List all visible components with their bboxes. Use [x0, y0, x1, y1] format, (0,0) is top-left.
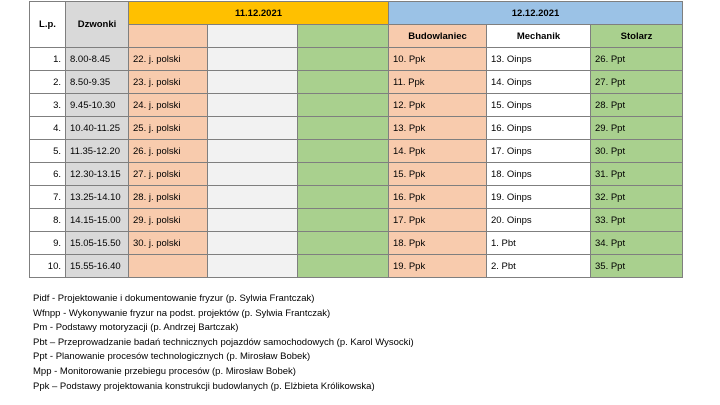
day1-subject: 29. j. polski: [129, 209, 208, 232]
stolarz-subject: 32. Ppt: [591, 186, 683, 209]
budowlaniec-subject: 13. Ppk: [389, 117, 487, 140]
header-blank-orange: [129, 25, 208, 48]
row-number: 7.: [30, 186, 66, 209]
row-number: 4.: [30, 117, 66, 140]
table-row: [30, 94, 683, 117]
header-stolarz: Stolarz: [591, 25, 683, 48]
day1-empty: [208, 255, 298, 278]
row-number: 3.: [30, 94, 66, 117]
day1-subject: 27. j. polski: [129, 163, 208, 186]
day1-subject: 26. j. polski: [129, 140, 208, 163]
row-number: 8.: [30, 209, 66, 232]
table-row: [30, 209, 683, 232]
day1-subject: 25. j. polski: [129, 117, 208, 140]
table-row: [30, 163, 683, 186]
header-dzwonki: Dzwonki: [66, 2, 129, 48]
legend-item: Ppt - Planowanie procesów technologicznych (p. Mirosław Bobek): [33, 351, 311, 363]
stolarz-subject: 30. Ppt: [591, 140, 683, 163]
budowlaniec-subject: 19. Ppk: [389, 255, 487, 278]
day1-empty: [208, 140, 298, 163]
legend-item: Ppk – Podstawy projektowania konstrukcji budowlanych (p. Elżbieta Królikowska): [33, 380, 375, 392]
day1-subject: [129, 255, 208, 278]
row-number: 9.: [30, 232, 66, 255]
legend-item: Pm - Podstawy motoryzacji (p. Andrzej Bartczak): [33, 322, 239, 334]
header-date-2: 12.12.2021: [389, 2, 683, 25]
budowlaniec-subject: 11. Ppk: [389, 71, 487, 94]
bell-time: 11.35-12.20: [66, 140, 129, 163]
day1-empty: [208, 209, 298, 232]
stolarz-subject: 26. Ppt: [591, 48, 683, 71]
mechanik-subject: 17. Oinps: [487, 140, 591, 163]
mechanik-subject: 18. Oinps: [487, 163, 591, 186]
day1-subject: 28. j. polski: [129, 186, 208, 209]
header-lp: L.p.: [30, 2, 66, 48]
day1-empty: [208, 48, 298, 71]
header-blank-green: [298, 25, 389, 48]
day1-empty-green: [298, 186, 389, 209]
budowlaniec-subject: 16. Ppk: [389, 186, 487, 209]
header-budowlaniec: Budowlaniec: [389, 25, 487, 48]
day1-empty: [208, 163, 298, 186]
legend-item: Wfnpp - Wykonywanie fryzur na podst. projektów (p. Sylwia Frantczak): [33, 307, 331, 319]
table-row: [30, 140, 683, 163]
day1-empty-green: [298, 117, 389, 140]
header-date-1: 11.12.2021: [129, 2, 389, 25]
stolarz-subject: 33. Ppt: [591, 209, 683, 232]
budowlaniec-subject: 12. Ppk: [389, 94, 487, 117]
mechanik-subject: 20. Oinps: [487, 209, 591, 232]
budowlaniec-subject: 10. Ppk: [389, 48, 487, 71]
bell-time: 8.50-9.35: [66, 71, 129, 94]
day1-empty-green: [298, 232, 389, 255]
bell-time: 8.00-8.45: [66, 48, 129, 71]
table-row: [30, 117, 683, 140]
legend-item: Mpp - Monitorowanie przebiegu procesów (p. Mirosław Bobek): [33, 365, 296, 377]
header-blank-gray: [208, 25, 298, 48]
header-mechanik: Mechanik: [487, 25, 591, 48]
legend-item: Pbt – Przeprowadzanie badań technicznych pojazdów samochodowych (p. Karol Wysocki): [33, 336, 414, 348]
day1-empty: [208, 71, 298, 94]
bell-time: 15.55-16.40: [66, 255, 129, 278]
stolarz-subject: 27. Ppt: [591, 71, 683, 94]
day1-subject: 24. j. polski: [129, 94, 208, 117]
table-row: [30, 232, 683, 255]
row-number: 6.: [30, 163, 66, 186]
bell-time: 10.40-11.25: [66, 117, 129, 140]
day1-subject: 30. j. polski: [129, 232, 208, 255]
row-number: 1.: [30, 48, 66, 71]
bell-time: 15.05-15.50: [66, 232, 129, 255]
row-number: 2.: [30, 71, 66, 94]
stolarz-subject: 29. Ppt: [591, 117, 683, 140]
mechanik-subject: 19. Oinps: [487, 186, 591, 209]
day1-subject: 23. j. polski: [129, 71, 208, 94]
legend: [33, 292, 414, 394]
day1-empty: [208, 186, 298, 209]
mechanik-subject: 14. Oinps: [487, 71, 591, 94]
day1-empty-green: [298, 255, 389, 278]
legend-item: Pidf - Projektowanie i dokumentowanie fryzur (p. Sylwia Frantczak): [33, 293, 315, 304]
row-number: 5.: [30, 140, 66, 163]
stolarz-subject: 31. Ppt: [591, 163, 683, 186]
day1-empty-green: [298, 163, 389, 186]
day1-empty: [208, 232, 298, 255]
stolarz-subject: 28. Ppt: [591, 94, 683, 117]
day1-empty-green: [298, 71, 389, 94]
bell-time: 13.25-14.10: [66, 186, 129, 209]
budowlaniec-subject: 17. Ppk: [389, 209, 487, 232]
day1-empty: [208, 94, 298, 117]
schedule-table: [29, 1, 683, 278]
row-number: 10.: [30, 255, 66, 278]
mechanik-subject: 2. Pbt: [487, 255, 591, 278]
day1-empty-green: [298, 209, 389, 232]
stolarz-subject: 35. Ppt: [591, 255, 683, 278]
mechanik-subject: 16. Oinps: [487, 117, 591, 140]
budowlaniec-subject: 15. Ppk: [389, 163, 487, 186]
day1-empty-green: [298, 94, 389, 117]
table-row: [30, 71, 683, 94]
mechanik-subject: 13. Oinps: [487, 48, 591, 71]
mechanik-subject: 15. Oinps: [487, 94, 591, 117]
mechanik-subject: 1. Pbt: [487, 232, 591, 255]
budowlaniec-subject: 14. Ppk: [389, 140, 487, 163]
budowlaniec-subject: 18. Ppk: [389, 232, 487, 255]
day1-empty-green: [298, 48, 389, 71]
bell-time: 9.45-10.30: [66, 94, 129, 117]
bell-time: 14.15-15.00: [66, 209, 129, 232]
table-row: [30, 255, 683, 278]
day1-subject: 22. j. polski: [129, 48, 208, 71]
table-row: [30, 186, 683, 209]
bell-time: 12.30-13.15: [66, 163, 129, 186]
day1-empty: [208, 117, 298, 140]
day1-empty-green: [298, 140, 389, 163]
stolarz-subject: 34. Ppt: [591, 232, 683, 255]
table-row: [30, 48, 683, 71]
